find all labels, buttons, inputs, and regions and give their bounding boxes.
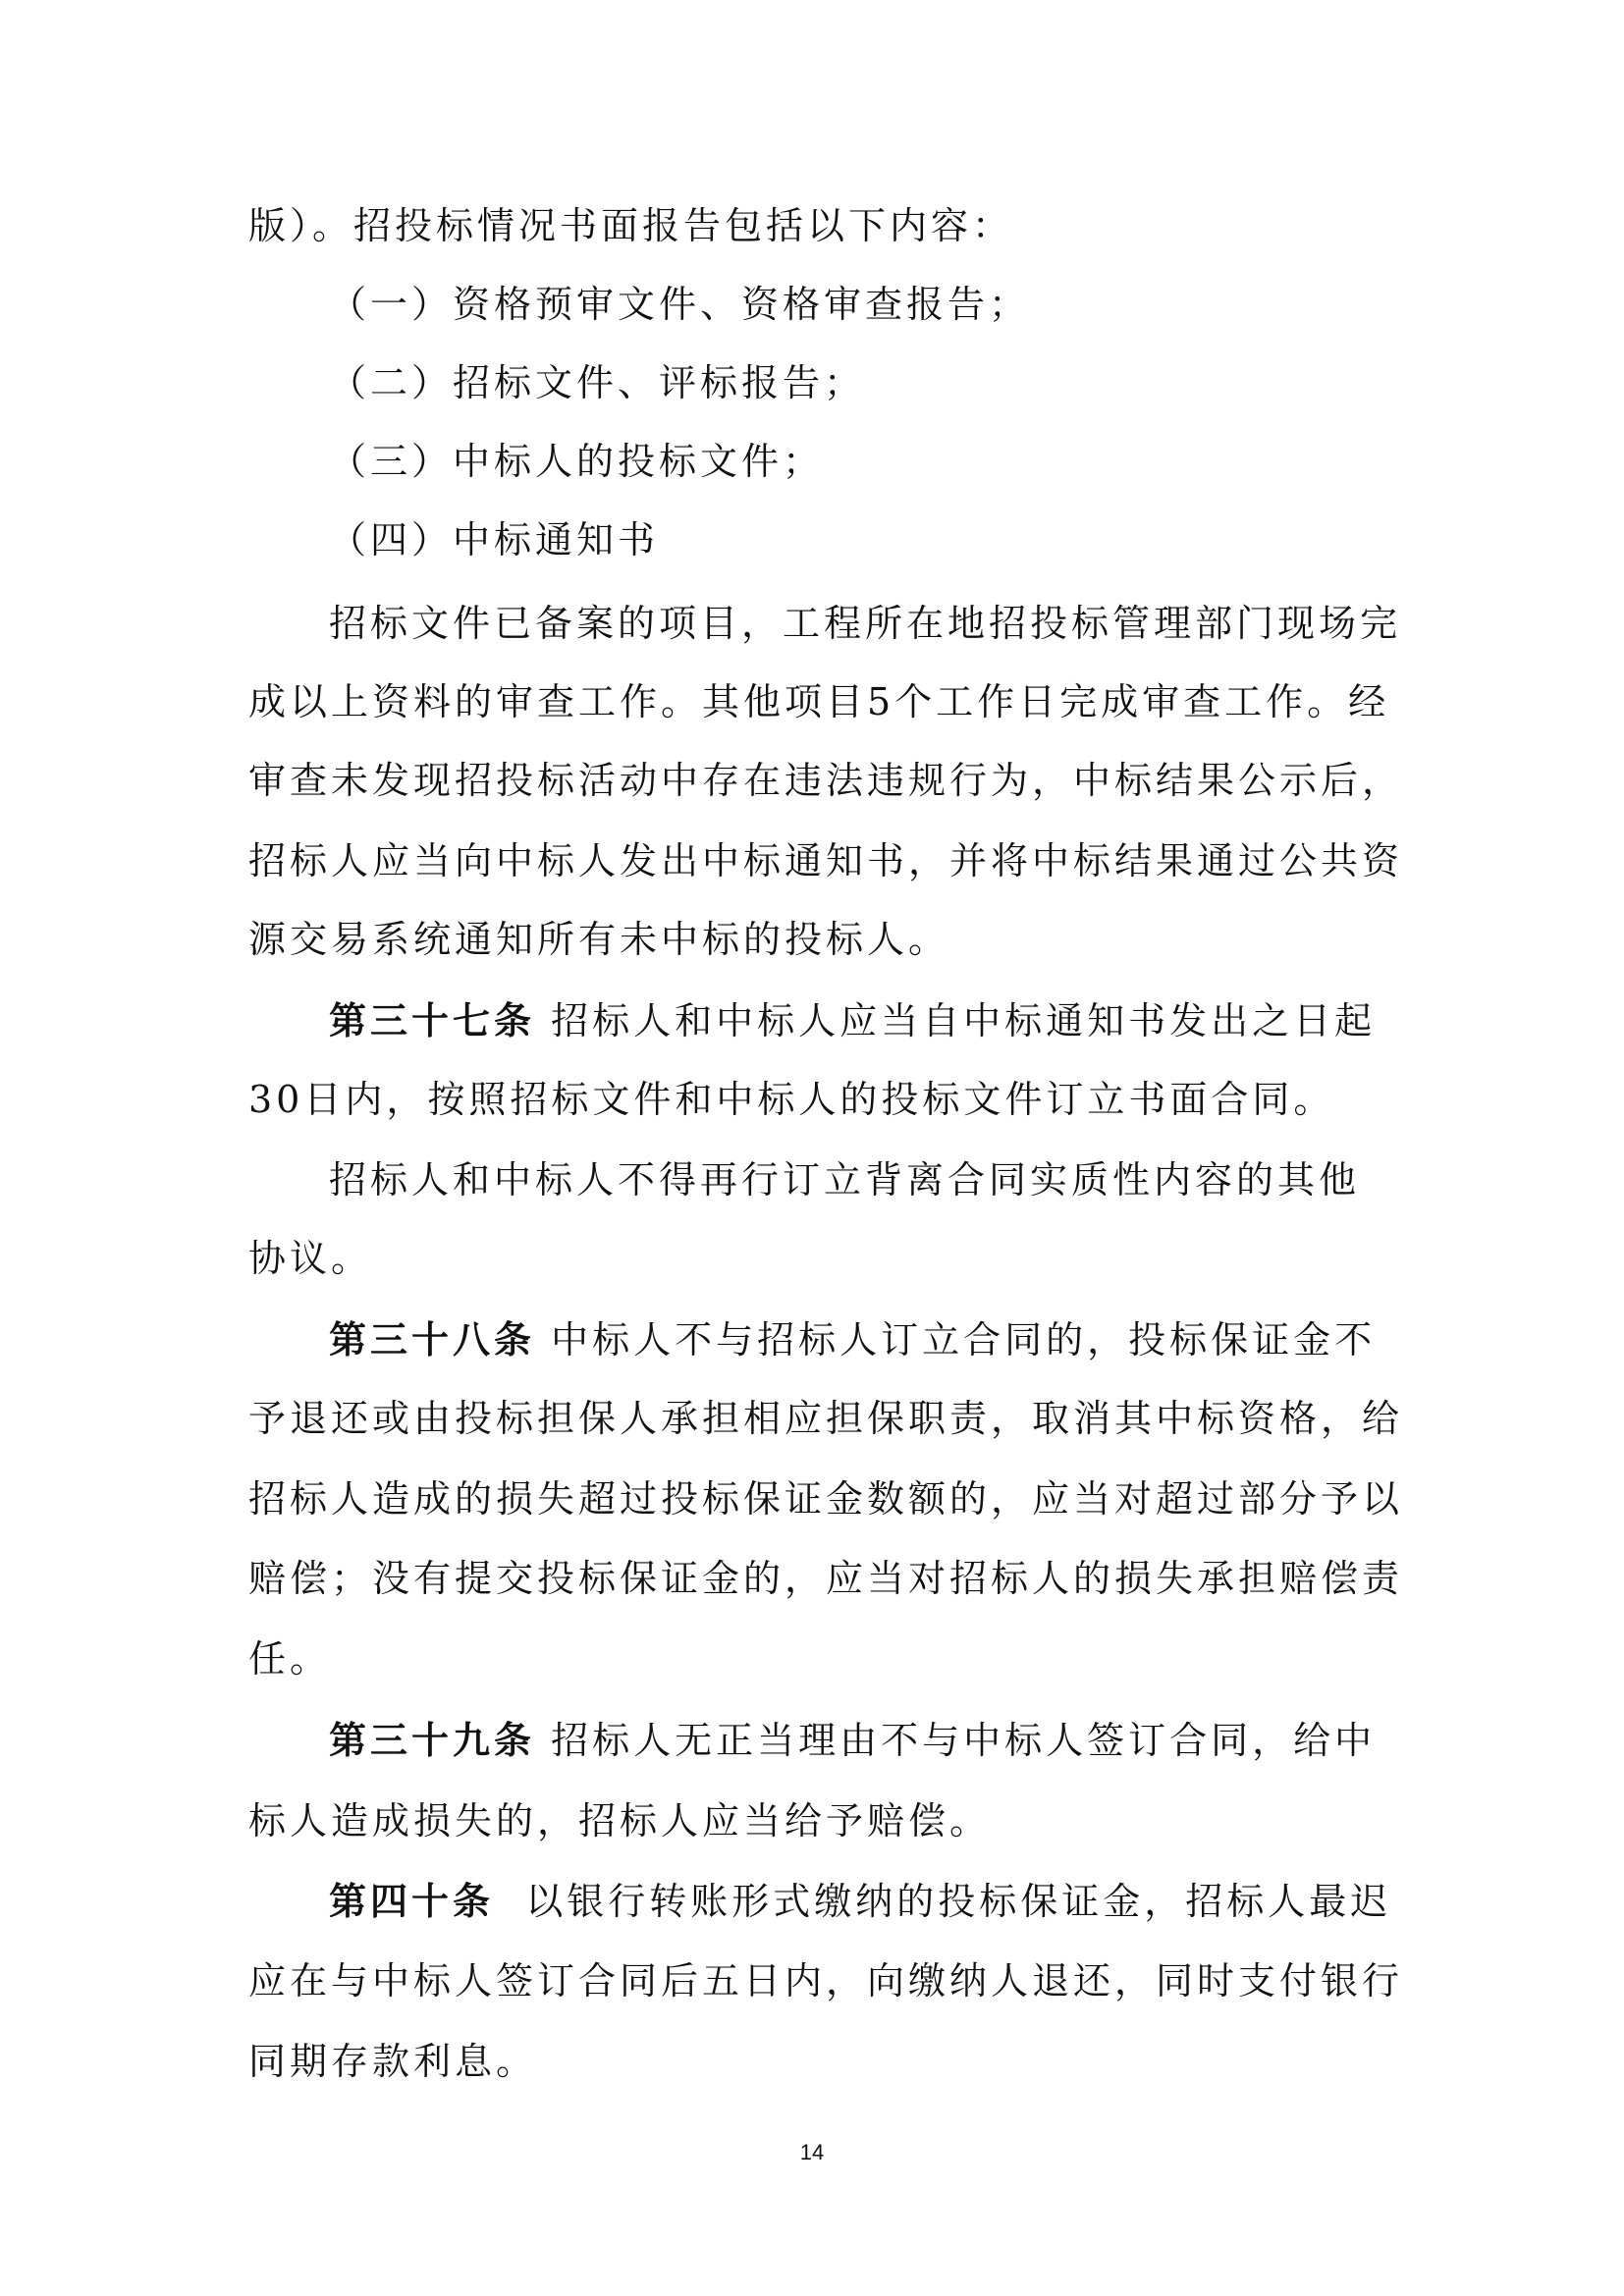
paragraph-line: 审查未发现招投标活动中存在违法违规行为，中标结果公示后， xyxy=(248,759,1404,802)
article-heading: 第三十七条 xyxy=(329,998,536,1042)
paragraph-line: 予退还或由投标担保人承担相应担保职责，取消其中标资格，给 xyxy=(248,1397,1404,1440)
article-text: 中标人不与招标人订立合同的，投标保证金不 xyxy=(551,1318,1377,1362)
paragraph-line: 成以上资料的审查工作。其他项目5个工作日完成审查工作。经 xyxy=(248,680,1390,723)
article-text: 以银行转账形式缴纳的投标保证金，招标人最迟 xyxy=(510,1880,1392,1923)
article-40-line xyxy=(329,1877,1391,1926)
article-heading: 第三十九条 xyxy=(329,1718,536,1762)
paragraph-line: 标人造成损失的，招标人应当给予赔偿。 xyxy=(248,1799,992,1842)
paragraph-line: 协议。 xyxy=(248,1237,373,1280)
list-item: （一）资格预审文件、资格审查报告； xyxy=(329,283,1031,326)
paragraph-line: 源交易系统通知所有未中标的投标人。 xyxy=(248,918,950,961)
paragraph-line: 招标人应当向中标人发出中标通知书，并将中标结果通过公共资 xyxy=(248,839,1404,882)
paragraph-line: 招标人造成的损失超过投标保证金数额的，应当对超过部分予以 xyxy=(248,1477,1404,1521)
article-38-line xyxy=(329,1315,1376,1364)
list-item: （二）招标文件、评标报告； xyxy=(329,361,866,404)
list-item: （四）中标通知书 xyxy=(329,518,660,561)
paragraph-line: 招标人和中标人不得再行订立背离合同实质性内容的其他 xyxy=(329,1158,1361,1201)
text-line: 版）。招投标情况书面报告包括以下内容： xyxy=(248,204,1014,247)
paragraph-line: 应在与中标人签订合同后五日内，向缴纳人退还，同时支付银行 xyxy=(248,1959,1404,2002)
article-text: 招标人和中标人应当自中标通知书发出之日起 xyxy=(551,999,1377,1042)
article-39-line xyxy=(329,1716,1376,1765)
list-item: （三）中标人的投标文件； xyxy=(329,440,825,483)
page-number: 14 xyxy=(799,2140,825,2164)
paragraph-line: 任。 xyxy=(248,1637,332,1681)
paragraph-line: 同期存款利息。 xyxy=(248,2040,538,2083)
article-heading: 第三十八条 xyxy=(329,1317,536,1362)
paragraph-line: 赔偿；没有提交投标保证金的，应当对招标人的损失承担赔偿责 xyxy=(248,1557,1404,1600)
paragraph-line: 招标文件已备案的项目，工程所在地招投标管理部门现场完 xyxy=(329,602,1402,645)
paragraph-line: 30日内，按照招标文件和中标人的投标文件订立书面合同。 xyxy=(248,1078,1335,1121)
article-text: 招标人无正当理由不与中标人签订合同，给中 xyxy=(551,1719,1377,1762)
article-heading: 第四十条 xyxy=(329,1879,495,1923)
article-37-line xyxy=(329,996,1376,1045)
